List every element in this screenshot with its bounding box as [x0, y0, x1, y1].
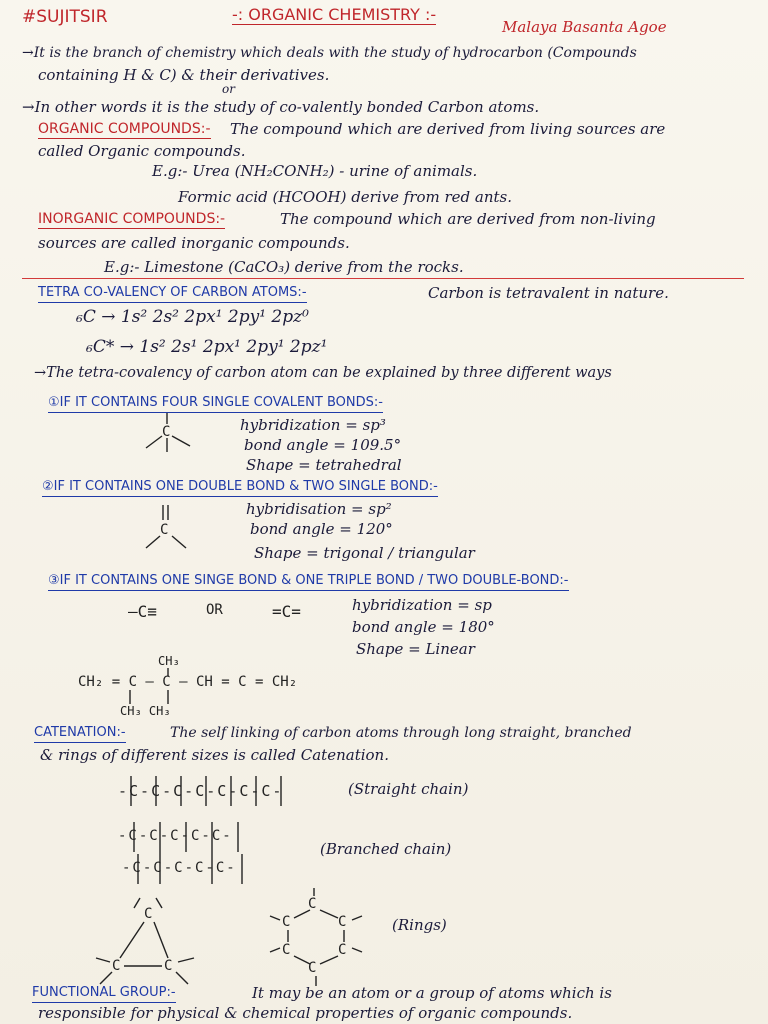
catenation-text-1: The self linking of carbon atoms through long straight, branched: [170, 725, 632, 741]
electron-config-ground: ₆C → 1s² 2s² 2px¹ 2py¹ 2pz⁰: [76, 307, 309, 327]
case3-heading: ③IF IT CONTAINS ONE SINGE BOND & ONE TRIPLE BOND / TWO DOUBLE-BOND:-: [48, 572, 569, 591]
case2-heading: ②IF IT CONTAINS ONE DOUBLE BOND & TWO SINGLE BOND:-: [42, 478, 438, 497]
bond-right-2: [172, 536, 186, 548]
ring3-carbon-top: C: [144, 906, 153, 922]
case1-bond-angle: bond angle = 109.5°: [244, 436, 402, 454]
ring3-carbon-left: C: [112, 958, 121, 974]
branched-chain-label: (Branched chain): [320, 840, 452, 858]
ring6-carbon-4: C: [282, 942, 291, 958]
case1-carbon: C: [162, 424, 171, 440]
cyclopropane-ring: [96, 898, 194, 984]
case1-shape: Shape = tetrahedral: [246, 456, 402, 474]
ring6-carbon-3: C: [338, 914, 347, 930]
tag: #SUJITSIR: [22, 7, 108, 27]
intro-line-3: →In other words it is the study of co-valently bonded Carbon atoms.: [22, 98, 540, 116]
ring6-carbon-5: C: [338, 942, 347, 958]
ring6-carbon-2: C: [282, 914, 291, 930]
case3-bond-angle: bond angle = 180°: [352, 618, 495, 636]
intro-or: or: [222, 82, 235, 96]
case3-shape: Shape = Linear: [356, 640, 475, 658]
functional-text-1: It may be an atom or a group of atoms which is: [252, 984, 612, 1002]
rings-label: (Rings): [392, 916, 447, 934]
straight-chain-label: (Straight chain): [348, 780, 469, 798]
branched-row-1: -C-C-C-C-C-: [118, 828, 233, 844]
bond-left: [146, 436, 162, 448]
inorganic-example: E.g:- Limestone (CaCO₃) derive from the rocks.: [104, 258, 464, 276]
case3-hybridization: hybridization = sp: [352, 596, 492, 614]
tetra-heading: TETRA CO-VALENCY OF CARBON ATOMS:-: [38, 284, 307, 303]
tetra-explain: →The tetra-covalency of carbon atom can be explained by three different ways: [34, 365, 612, 381]
case2-bond-angle: bond angle = 120°: [250, 520, 393, 538]
electron-config-excited: ₆C* → 1s² 2s¹ 2px¹ 2py¹ 2pz¹: [86, 337, 328, 357]
case3-triple-bond: —C≡: [128, 602, 157, 621]
organic-text-2: called Organic compounds.: [38, 142, 246, 160]
inorganic-text-1: The compound which are derived from non-living: [280, 210, 656, 228]
ring6-carbon-1: C: [308, 896, 317, 912]
ring3-carbon-right: C: [164, 958, 173, 974]
organic-example-2: Formic acid (HCOOH) derive from red ants.: [178, 188, 513, 206]
ring6-carbon-6: C: [308, 960, 317, 976]
intro-line-2: containing H & C) & their derivatives.: [38, 66, 330, 84]
case1-hybridization: hybridization = sp³: [240, 416, 386, 434]
inorganic-text-2: sources are called inorganic compounds.: [38, 234, 350, 252]
case3-bottom-ch3: CH₃ CH₃: [120, 704, 171, 718]
catenation-text-2: & rings of different sizes is called Catenation.: [40, 746, 389, 764]
organic-text-1: The compound which are derived from living sources are: [230, 120, 666, 138]
organic-heading: ORGANIC COMPOUNDS:-: [38, 121, 211, 137]
straight-chain: -C-C-C-C-C-C-C-: [118, 782, 284, 800]
case3-top-ch3: CH₃: [158, 654, 180, 668]
branched-row-2: -C-C-C-C-C-: [122, 860, 237, 876]
case3-main-chain: CH₂ = C — C — CH = C = CH₂: [78, 674, 298, 690]
bond-right: [172, 436, 190, 446]
branched-chain-bonds: [134, 822, 242, 884]
page-title: -: ORGANIC CHEMISTRY :-: [232, 5, 437, 24]
intro-line-1: →It is the branch of chemistry which deals with the study of hydrocarbon (Compounds: [22, 45, 637, 61]
cyclohexane-ring: [270, 888, 362, 986]
tetra-text: Carbon is tetravalent in nature.: [428, 284, 669, 302]
case2-shape: Shape = trigonal / triangular: [254, 544, 475, 562]
case1-heading: ①IF IT CONTAINS FOUR SINGLE COVALENT BONDS:-: [48, 394, 383, 413]
catenation-heading: CATENATION:-: [34, 724, 126, 743]
case3-double-double: =C=: [272, 602, 301, 621]
case2-carbon: C: [160, 522, 169, 538]
straight-chain-bonds: [131, 776, 281, 806]
functional-text-2: responsible for physical & chemical properties of organic compounds.: [38, 1004, 573, 1022]
author: Malaya Basanta Agoe: [502, 18, 667, 36]
organic-example-1: E.g:- Urea (NH₂CONH₂) - urine of animals.: [152, 162, 478, 180]
case2-hybridization: hybridisation = sp²: [246, 500, 392, 518]
functional-heading: FUNCTIONAL GROUP:-: [32, 984, 176, 1003]
inorganic-heading: INORGANIC COMPOUNDS:-: [38, 211, 226, 227]
case3-or: OR: [206, 602, 223, 618]
bond-left-2: [146, 536, 160, 548]
